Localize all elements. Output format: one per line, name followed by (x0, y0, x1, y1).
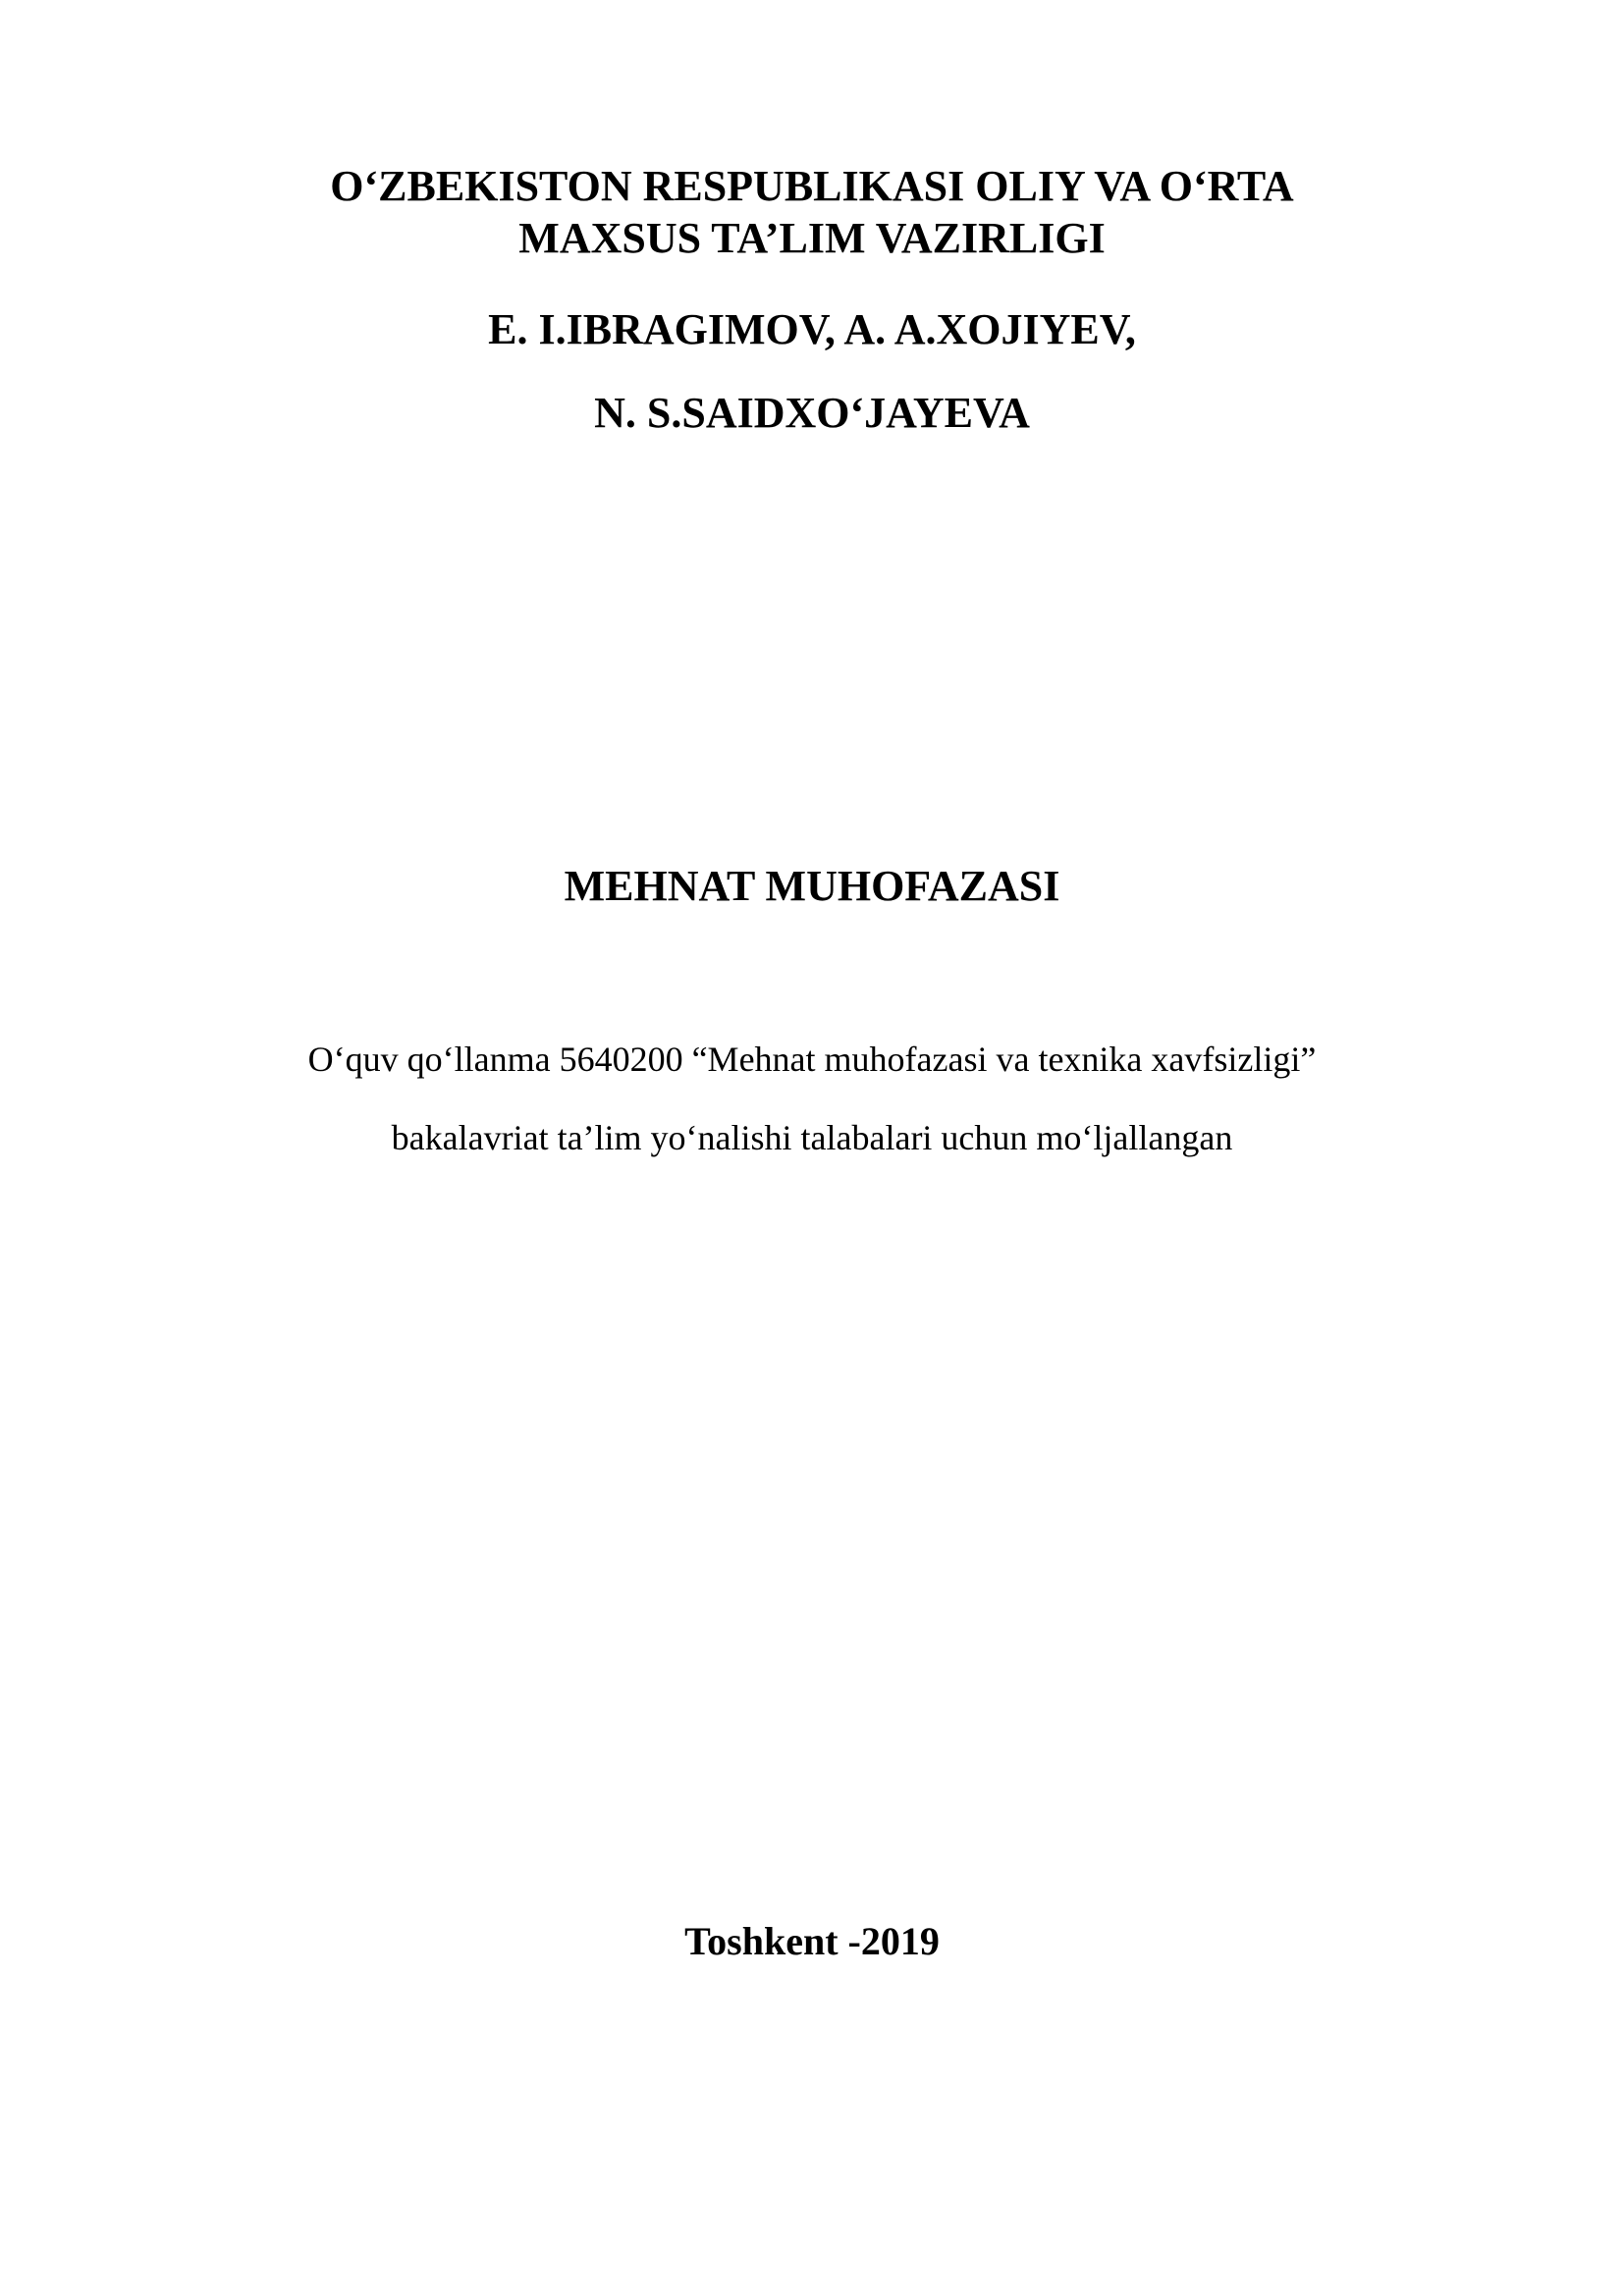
ministry-line-2: MAXSUS TA’LIM VAZIRLIGI (518, 214, 1106, 262)
description-line-1: O‘quv qo‘llanma 5640200 “Mehnat muhofazasi va texnika xavfsizligi” (307, 1040, 1317, 1079)
city-year: Toshkent -2019 (684, 1919, 940, 1963)
document-title: MEHNAT MUHOFAZASI (564, 862, 1060, 910)
ministry-line-1: O‘ZBEKISTON RESPUBLIKASI OLIY VA O‘RTA (330, 162, 1294, 210)
description-line-2: bakalavriat ta’lim yo‘nalishi talabalari uchun mo‘ljallangan (391, 1118, 1233, 1157)
authors-line-2: N. S.SAIDXO‘JAYEVA (594, 389, 1030, 437)
authors-line-1: E. I.IBRAGIMOV, A. A.XOJIYEV, (488, 305, 1136, 353)
